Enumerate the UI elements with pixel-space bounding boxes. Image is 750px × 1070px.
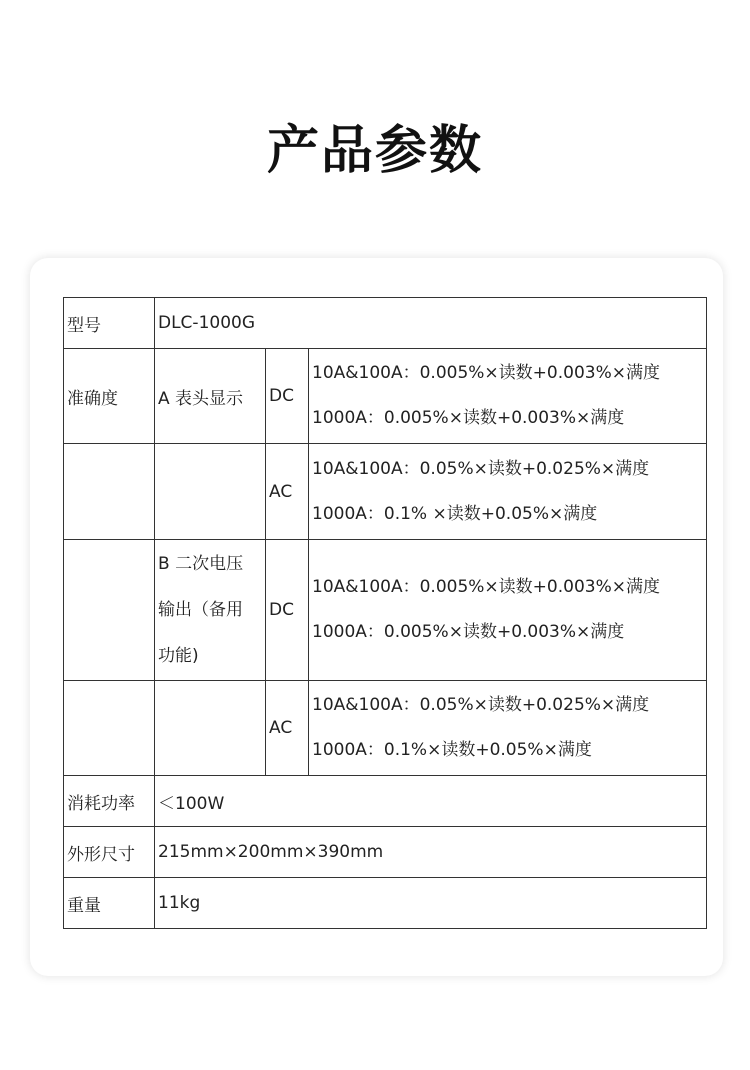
section-b-dc-spec	[309, 540, 707, 681]
table-row-accuracy-a-dc	[64, 349, 707, 444]
section-b-ac-spec	[309, 681, 707, 776]
weight-value: 11kg	[155, 878, 707, 929]
section-b-dc-type: DC	[266, 540, 309, 681]
spec-table	[63, 297, 707, 929]
empty-cell	[155, 681, 266, 776]
spec-line: 10A&100A：0.005%×读数+0.003%×满度	[312, 577, 660, 597]
section-a-ac-type: AC	[266, 444, 309, 540]
power-value: ＜100W	[155, 776, 707, 827]
section-a-dc-spec	[309, 349, 707, 444]
spec-line: 10A&100A：0.05%×读数+0.025%×满度	[312, 458, 650, 479]
empty-cell	[64, 540, 155, 681]
model-value: DLC-1000G	[155, 298, 707, 349]
table-row-weight	[64, 878, 707, 929]
dimensions-label: 外形尺寸	[64, 827, 155, 878]
table-row-accuracy-a-ac	[64, 444, 707, 540]
weight-label: 重量	[64, 878, 155, 929]
section-b-name-line: 输出（备用	[158, 600, 243, 620]
section-b-name	[155, 540, 266, 681]
spec-line: 1000A：0.005%×读数+0.003%×满度	[312, 622, 625, 642]
section-a-ac-spec	[309, 444, 707, 540]
table-row-power	[64, 776, 707, 827]
spec-line: 1000A：0.1%×读数+0.05%×满度	[312, 740, 592, 760]
empty-cell	[155, 444, 266, 540]
table-row-model	[64, 298, 707, 349]
model-label: 型号	[64, 298, 155, 349]
power-label: 消耗功率	[64, 776, 155, 827]
section-a-dc-type: DC	[266, 349, 309, 444]
table-row-accuracy-b-ac	[64, 681, 707, 776]
spec-line: 1000A：0.005%×读数+0.003%×满度	[312, 408, 625, 428]
spec-line: 10A&100A：0.05%×读数+0.025%×满度	[312, 695, 650, 715]
spec-line: 1000A：0.1% ×读数+0.05%×满度	[312, 503, 598, 524]
page-title: 产品参数	[266, 121, 483, 181]
section-a-name: A 表头显示	[155, 349, 266, 444]
section-b-ac-type: AC	[266, 681, 309, 776]
spec-line: 10A&100A：0.005%×读数+0.003%×满度	[312, 363, 660, 383]
table-row-accuracy-b-dc	[64, 540, 707, 681]
accuracy-label: 准确度	[64, 349, 155, 444]
section-b-name-line: B 二次电压	[158, 554, 244, 574]
section-b-name-line: 功能)	[158, 646, 199, 666]
dimensions-value: 215mm×200mm×390mm	[155, 827, 707, 878]
empty-cell	[64, 681, 155, 776]
empty-cell	[64, 444, 155, 540]
table-row-dimensions	[64, 827, 707, 878]
